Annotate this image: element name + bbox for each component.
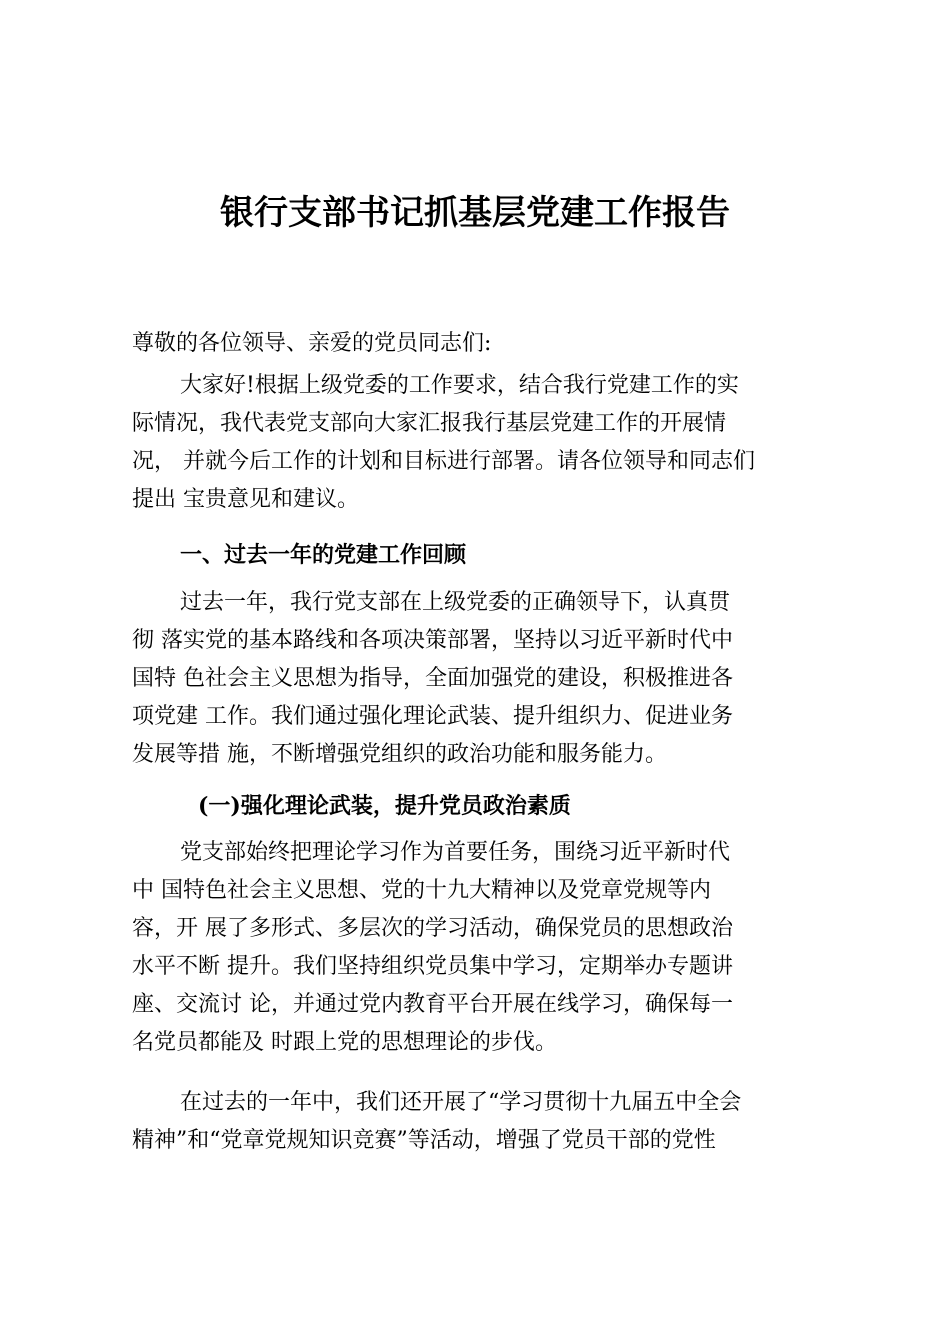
subsection-heading: (一)强化理论武装，提升党员政治素质 <box>198 793 571 819</box>
text-line: 发展等措 施，不断增强党组织的政治功能和服务能力。 <box>132 742 667 767</box>
text-line: 水平不断 提升。我们坚持组织党员集中学习，定期举办专题讲 <box>132 954 733 979</box>
text-line: 况， 并就今后工作的计划和目标进行部署。请各位领导和同志们 <box>132 449 755 474</box>
text-line: 在过去的一年中，我们还开展了“学习贯彻十九届五中全会 <box>180 1090 742 1115</box>
text-line: 容，开 展了多形式、多层次的学习活动，确保党员的思想政治 <box>132 916 733 941</box>
greeting-line: 尊敬的各位领导、亲爱的党员同志们: <box>132 331 492 356</box>
text-line: 大家好!根据上级党委的工作要求，结合我行党建工作的实 <box>180 373 739 398</box>
text-line: 彻 落实党的基本路线和各项决策部署，坚持以习近平新时代中 <box>132 628 733 653</box>
intro-paragraph <box>132 367 832 519</box>
text-line: 座、交流讨 论，并通过党内教育平台开展在线学习，确保每一 <box>132 992 733 1017</box>
text-line: 国特 色社会主义思想为指导，全面加强党的建设，积极推进各 <box>132 666 733 691</box>
document-title: 银行支部书记抓基层党建工作报告 <box>220 193 730 233</box>
section-heading: 一、过去一年的党建工作回顾 <box>180 543 467 568</box>
section1-paragraph <box>132 584 832 774</box>
text-line: 党支部始终把理论学习作为首要任务，围绕习近平新时代 <box>180 840 731 865</box>
text-line: 精神”和“党章党规知识竞赛”等活动，增强了党员干部的党性 <box>132 1128 716 1153</box>
text-line: 名党员都能及 时跟上党的思想理论的步伐。 <box>132 1030 557 1055</box>
text-line: 中 国特色社会主义思想、党的十九大精神以及党章党规等内 <box>132 878 711 903</box>
text-line: 过去一年，我行党支部在上级党委的正确领导下，认真贯 <box>180 590 731 615</box>
text-line: 项党建 工作。我们通过强化理论武装、提升组织力、促进业务 <box>132 704 733 729</box>
text-line: 提出 宝贵意见和建议。 <box>132 487 359 512</box>
text-line: 际情况，我代表党支部向大家汇报我行基层党建工作的开展情 <box>132 411 727 436</box>
subsection1-paragraph-2 <box>132 1084 832 1160</box>
subsection1-paragraph-1 <box>132 834 832 1062</box>
